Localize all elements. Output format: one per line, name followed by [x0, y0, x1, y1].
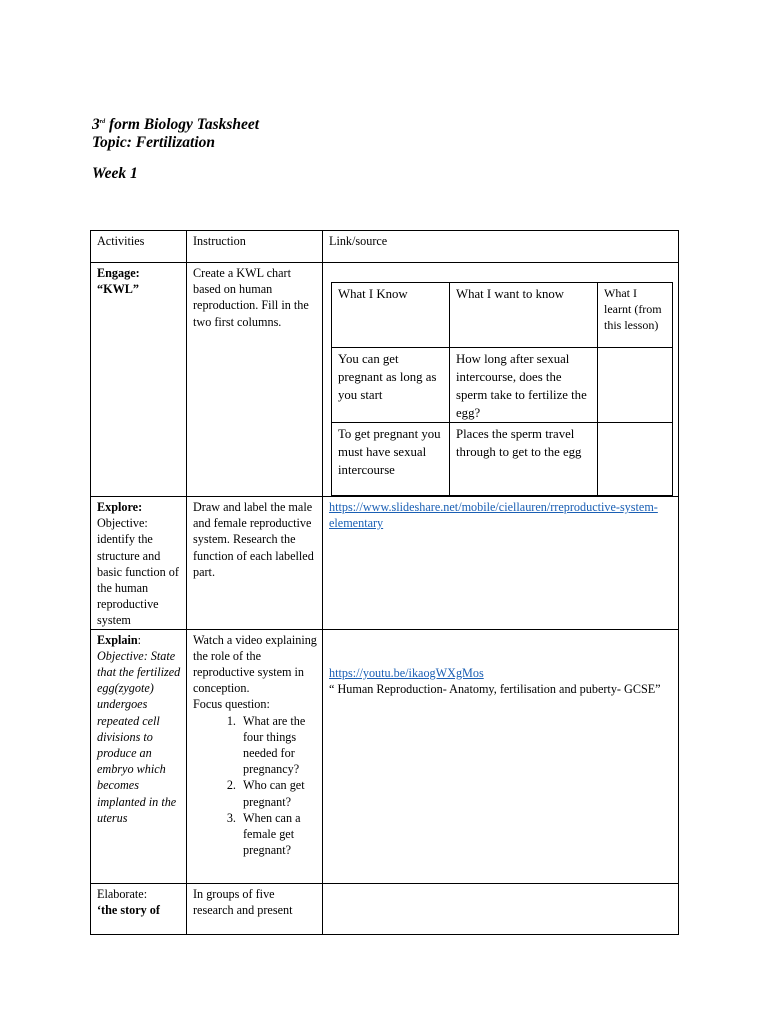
video-title: “ Human Reproduction- Anatomy, fertilisation and puberty- GCSE” — [329, 681, 661, 696]
elaborate-sub: ‘the story of — [97, 902, 160, 917]
kwl-cell: Places the sperm travel through to get to the egg — [450, 423, 598, 496]
topic-heading: Topic: Fertilization — [92, 134, 216, 151]
explain-label-line: Explain: — [97, 632, 142, 647]
engage-instruction: Create a KWL chart based on human reproduction. Fill in the two first columns. — [187, 263, 323, 497]
kwl-chart — [331, 282, 673, 496]
explain-source — [323, 629, 679, 883]
explore-label: Explore: — [97, 500, 143, 514]
kwl-row — [332, 348, 673, 423]
kwl-header-row — [332, 283, 673, 348]
focus-question-label: Focus question: — [193, 697, 270, 712]
explore-activity — [91, 497, 187, 630]
header-link-source: Link/source — [323, 231, 679, 263]
header-activities: Activities — [91, 231, 187, 263]
engage-activity — [91, 263, 187, 497]
focus-question-list — [193, 713, 317, 859]
kwl-cell: How long after sexual intercourse, does the sperm take to fertilize the egg? — [450, 348, 598, 423]
engage-sub: “KWL” — [97, 282, 139, 297]
explain-activity — [91, 629, 187, 883]
explore-objective: Objective: identify the structure and basic function of the human reproductive system — [97, 516, 179, 628]
engage-row — [91, 263, 679, 497]
list-item: 2. Who can get pregnant? — [239, 777, 317, 809]
header-instruction: Instruction — [187, 231, 323, 263]
explain-instruction — [187, 629, 323, 883]
engage-label: Engage: — [97, 266, 140, 280]
explain-row — [91, 629, 679, 883]
explore-instruction: Draw and label the male and female reproductive system. Research the function of each labelled part. — [187, 497, 323, 630]
slideshare-link[interactable]: https://www.slideshare.net/mobile/ciellauren/rreproductive-system-elementary — [329, 500, 658, 531]
elaborate-label: Elaborate: — [97, 886, 148, 901]
list-item: 1. What are the four things needed for pregnancy? — [239, 713, 317, 778]
sheet-title: 3rd form Biology Tasksheet — [92, 116, 260, 133]
explore-source — [323, 497, 679, 630]
kwl-cell: You can get pregnant as long as you start — [332, 348, 450, 423]
list-item: 3. When can a female get pregnant? — [239, 810, 317, 859]
explain-objective: Objective: State that the fertilized egg(zygote) undergoes repeated cell divisions to produce an embryo which becomes implanted in the uterus — [97, 648, 181, 825]
engage-kwl-cell — [323, 263, 679, 497]
table-header-row — [91, 231, 679, 263]
kwl-row — [332, 423, 673, 496]
elaborate-activity — [91, 883, 187, 934]
youtube-link[interactable]: https://youtu.be/ikaogWXgMos — [329, 665, 484, 680]
explore-row — [91, 497, 679, 630]
kwl-cell — [598, 348, 673, 423]
kwl-header-want: What I want to know — [450, 283, 598, 348]
tasksheet-table — [90, 230, 679, 935]
explain-label: Explain — [97, 632, 138, 647]
week-heading: Week 1 — [92, 165, 138, 182]
kwl-cell: To get pregnant you must have sexual intercourse — [332, 423, 450, 496]
elaborate-source — [323, 883, 679, 934]
explain-instruction-text: Watch a video explaining the role of the reproductive system in conception. — [193, 632, 317, 696]
kwl-header-know: What I Know — [332, 283, 450, 348]
kwl-header-learnt: What I learnt (from this lesson) — [598, 283, 673, 348]
kwl-cell — [598, 423, 673, 496]
elaborate-instruction: In groups of five research and present — [187, 883, 323, 934]
elaborate-row — [91, 883, 679, 934]
